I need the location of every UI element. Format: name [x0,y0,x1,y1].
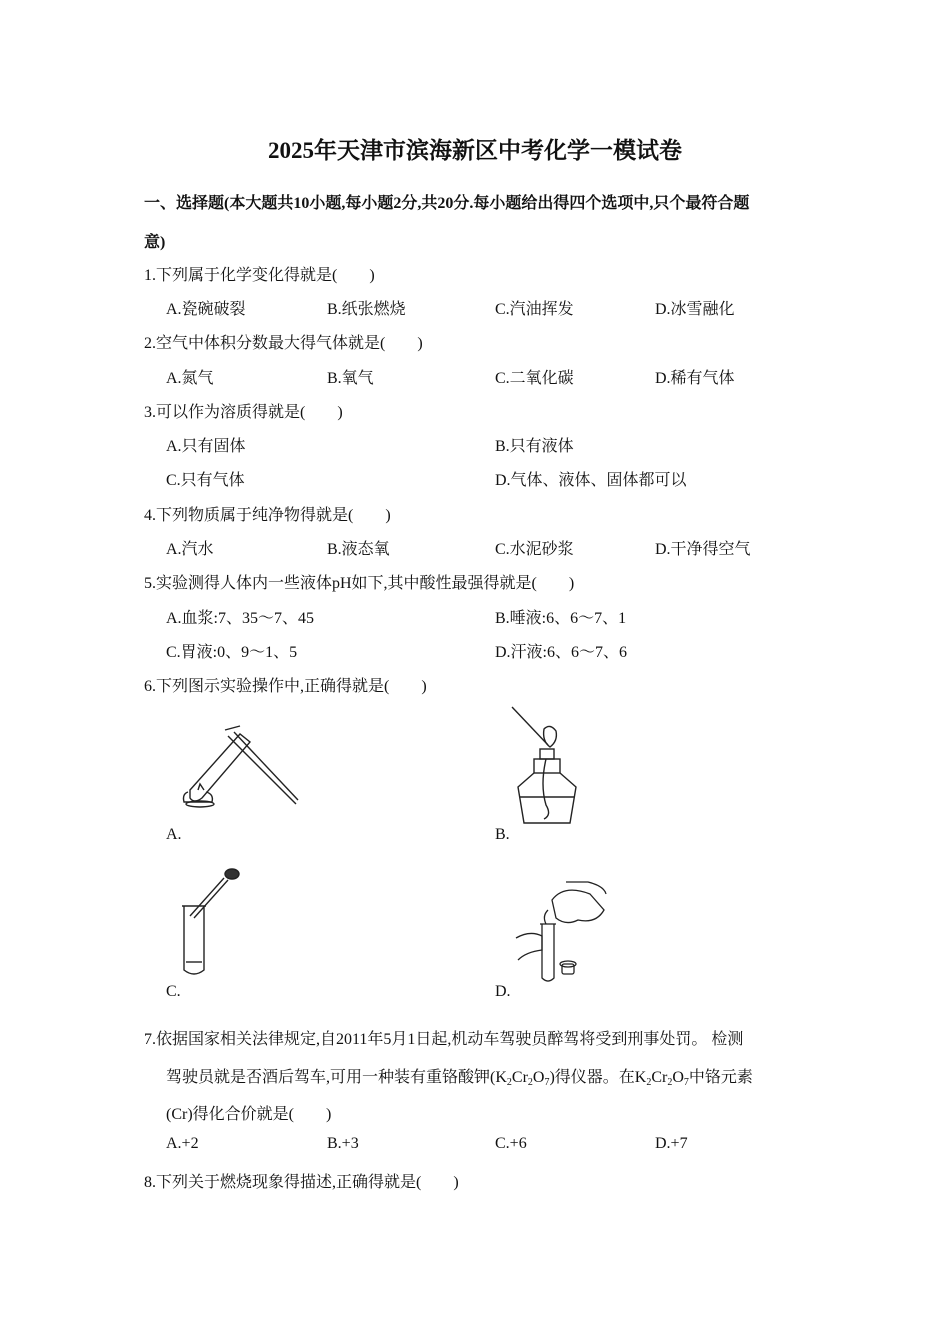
section-heading-cont: 意) [144,234,166,251]
question-4: 4.下列物质属于纯净物得就是( ) [144,507,391,524]
q7-sub: 7 [683,1077,689,1088]
q7-option-b: B.+3 [327,1135,359,1152]
q4-option-b: B.液态氧 [327,541,390,558]
question-7-line3: (Cr)得化合价就是( ) [166,1106,332,1123]
question-5: 5.实验测得人体内一些液体pH如下,其中酸性最强得就是( ) [144,575,575,592]
question-3: 3.可以作为溶质得就是( ) [144,404,343,421]
q7-text-c: 中铬元素 [688,1069,753,1086]
q5-option-b: B.唾液:6、6～7、1 [495,610,627,627]
question-6: 6.下列图示实验操作中,正确得就是( ) [144,678,427,695]
q4-option-a: A.汽水 [166,541,214,558]
q2-option-b: B.氧气 [327,370,374,387]
q2-option-d: D.稀有气体 [655,370,735,387]
q3-option-a: A.只有固体 [166,438,246,455]
q7-cr: Cr [651,1069,668,1086]
q6-option-d: D. [495,983,511,1000]
q4-option-d: D.干净得空气 [655,541,751,558]
q7-sub: 2 [667,1077,673,1088]
q5-option-d: D.汗液:6、6～7、6 [495,644,628,661]
q3-option-c: C.只有气体 [166,472,245,489]
dropper-icon [178,866,240,978]
page-title: 2025年天津市滨海新区中考化学一模试卷 [268,138,682,163]
question-2: 2.空气中体积分数最大得气体就是( ) [144,335,423,352]
q7-text-a: 驾驶员就是否酒后驾车,可用一种装有重铬酸钾(K [166,1069,507,1086]
q2-option-c: C.二氧化碳 [495,370,574,387]
q7-o: O [532,1069,545,1086]
test-tube-heating-icon [180,722,300,808]
question-1: 1.下列属于化学变化得就是( ) [144,267,375,284]
q7-sub: 2 [506,1077,512,1088]
question-7-line2 [166,1064,753,1088]
q1-option-c: C.汽油挥发 [495,301,574,318]
q5-option-a: A.血浆:7、35～7、45 [166,610,315,627]
q1-option-b: B.纸张燃烧 [327,301,406,318]
q7-sub: 2 [646,1077,652,1088]
pouring-liquid-icon [512,880,612,984]
question-8: 8.下列关于燃烧现象得描述,正确得就是( ) [144,1174,459,1191]
q3-option-d: D.气体、液体、固体都可以 [495,472,687,489]
q2-option-a: A.氮气 [166,370,214,387]
q4-option-c: C.水泥砂浆 [495,541,574,558]
q7-sub: 2 [527,1077,533,1088]
section-heading: 一、选择题(本大题共10小题,每小题2分,共20分.每小题给出得四个选项中,只个最符合题 [144,195,750,212]
q7-sub: 7 [544,1077,550,1088]
q7-o: O [672,1069,684,1086]
q6-option-a: A. [166,826,182,843]
q5-option-c: C.胃液:0、9～1、5 [166,644,298,661]
q1-option-d: D.冰雪融化 [655,301,735,318]
q7-cr: Cr [511,1069,528,1086]
q7-text-b: )得仪器。在K [549,1069,647,1086]
alcohol-lamp-icon [508,705,578,825]
q7-option-c: C.+6 [495,1135,527,1152]
q7-option-a: A.+2 [166,1135,199,1152]
q6-option-c: C. [166,983,181,1000]
q6-option-b: B. [495,826,510,843]
question-7: 7.依据国家相关法律规定,自2011年5月1日起,机动车驾驶员醉驾将受到刑事处罚。 检测 [144,1031,744,1048]
q7-option-d: D.+7 [655,1135,688,1152]
q1-option-a: A.瓷碗破裂 [166,301,246,318]
q3-option-b: B.只有液体 [495,438,574,455]
